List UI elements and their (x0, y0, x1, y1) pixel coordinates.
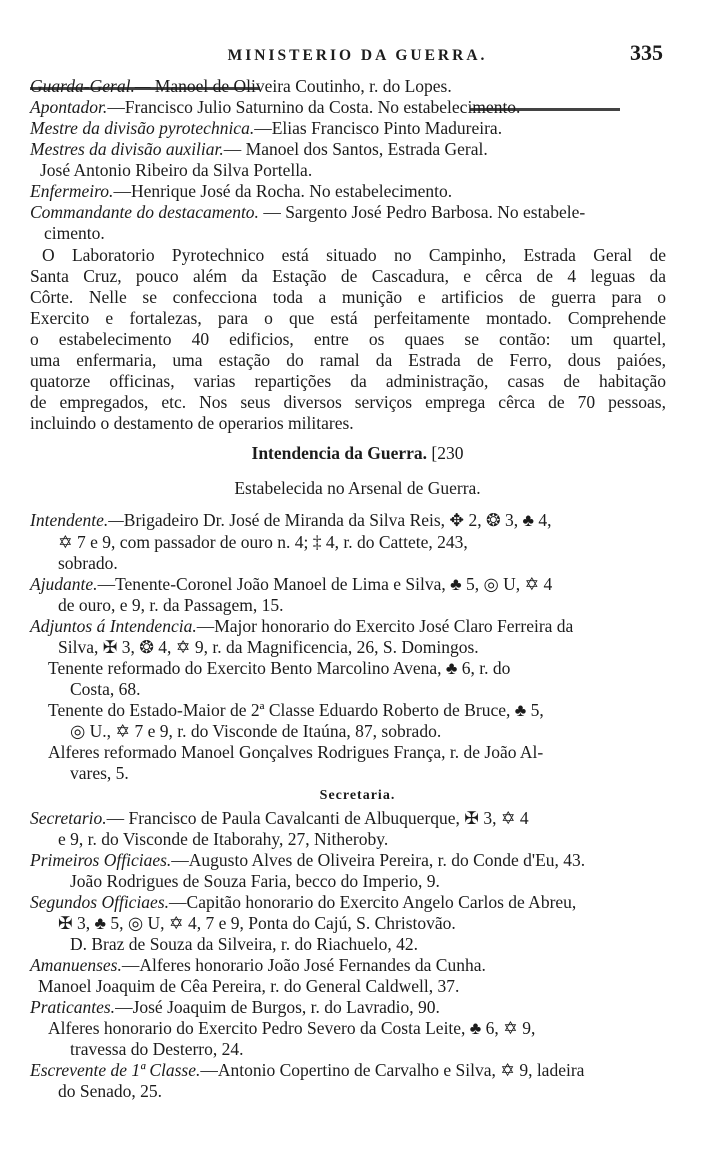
staff-line: cimento. (44, 223, 105, 243)
paragraph-line: uma enfermaria, uma estação do ramal da Estrada de Ferro, dous paióes, (30, 350, 666, 370)
secretaria-line: D. Braz de Souza da Silveira, r. do Riachuelo, 42. (70, 934, 418, 954)
entry-line: Silva, ✠ 3, ❂ 4, ✡ 9, r. da Magnificencia, 26, S. Domingos. (58, 637, 479, 657)
paragraph-line: incluindo o destamento de operarios militares. (30, 413, 354, 433)
entry-line: vares, 5. (70, 763, 129, 783)
paragraph-line: O Laboratorio Pyrotechnico está situado no Campinho, Estrada Geral de (42, 245, 666, 265)
page-header (0, 40, 715, 74)
secretaria-line: Alferes honorario do Exercito Pedro Severo da Costa Leite, ♣ 6, ✡ 9, (48, 1018, 536, 1038)
entry-line: Tenente do Estado-Maior de 2ª Classe Eduardo Roberto de Bruce, ♣ 5, (48, 700, 544, 720)
secretaria-line: e 9, r. do Visconde de Itaborahy, 27, Nitheroby. (58, 829, 389, 849)
paragraph-line: Exercito e fortalezas, para o que está perfeitamente montado. Comprehende (30, 308, 666, 328)
staff-line: Guarda-Geral.— Manoel de Oliveira Coutinho, r. do Lopes. (30, 76, 452, 96)
secretaria-line: João Rodrigues de Souza Faria, becco do Imperio, 9. (70, 871, 440, 891)
entry-line: ✡ 7 e 9, com passador de ouro n. 4; ‡ 4, r. do Cattete, 243, (58, 532, 468, 552)
entry-line: ◎ U., ✡ 7 e 9, r. do Visconde de Itaúna, 87, sobrado. (70, 721, 442, 741)
staff-line: Commandante do destacamento. — Sargento José Pedro Barbosa. No estabele- (30, 202, 586, 222)
paragraph-line: Côrte. Nelle se confecciona toda a munição e artificios de guerra para o (30, 287, 666, 307)
entry-line: de ouro, e 9, r. da Passagem, 15. (58, 595, 284, 615)
entry-line: Adjuntos á Intendencia.—Major honorario do Exercito José Claro Ferreira da (30, 616, 574, 636)
paragraph-line: o estabelecimento 40 edificios, entre os quaes se contão: um quartel, (30, 329, 666, 349)
secretaria-line: Secretario.— Francisco de Paula Cavalcanti de Albuquerque, ✠ 3, ✡ 4 (30, 808, 529, 828)
page-title: MINISTERIO DA GUERRA. (227, 47, 488, 64)
secretaria-line: Segundos Officiaes.—Capitão honorario do Exercito Angelo Carlos de Abreu, (30, 892, 577, 912)
paragraph-line: Santa Cruz, pouco além da Estação de Cascadura, e cêrca de 4 leguas da (30, 266, 666, 286)
section-heading: Intendencia da Guerra. [230 (251, 443, 464, 463)
entry-line: Tenente reformado do Exercito Bento Marcolino Avena, ♣ 6, r. do (48, 658, 511, 678)
secretaria-line: Praticantes.—José Joaquim de Burgos, r. do Lavradio, 90. (30, 997, 440, 1017)
paragraph-line: de empregados, etc. Nos seus diversos serviços emprega cêrca de 70 pessoas, (30, 392, 666, 412)
staff-line: Enfermeiro.—Henrique José da Rocha. No estabelecimento. (30, 181, 453, 201)
entry-line: sobrado. (58, 553, 118, 573)
subsection-heading: Secretaria. (319, 788, 396, 803)
staff-line: José Antonio Ribeiro da Silva Portella. (40, 160, 313, 180)
secretaria-line: Amanuenses.—Alferes honorario João José Fernandes da Cunha. (30, 955, 486, 975)
page-number: 335 (630, 40, 663, 65)
entry-line: Intendente.—Brigadeiro Dr. José de Miranda da Silva Reis, ✥ 2, ❂ 3, ♣ 4, (30, 510, 552, 530)
secretaria-line: do Senado, 25. (58, 1081, 163, 1101)
paragraph-line: quatorze officinas, varias repartições da administração, casas de habitação (30, 371, 666, 391)
secretaria-line: Primeiros Officiaes.—Augusto Alves de Oliveira Pereira, r. do Conde d'Eu, 43. (30, 850, 586, 870)
staff-line: Mestre da divisão pyrotechnica.—Elias Francisco Pinto Madureira. (30, 118, 503, 138)
entry-line: Ajudante.—Tenente-Coronel João Manoel de Lima e Silva, ♣ 5, ◎ U, ✡ 4 (30, 574, 553, 594)
entry-line: Costa, 68. (70, 679, 141, 699)
secretaria-line: Escrevente de 1ª Classe.—Antonio Copertino de Carvalho e Silva, ✡ 9, ladeira (30, 1060, 585, 1080)
secretaria-line: Manoel Joaquim de Cêa Pereira, r. do General Caldwell, 37. (38, 976, 460, 996)
entry-line: Alferes reformado Manoel Gonçalves Rodrigues França, r. de João Al- (48, 742, 544, 762)
staff-line: Apontador.—Francisco Julio Saturnino da Costa. No estabelecimento. (30, 97, 521, 117)
secretaria-line: ✠ 3, ♣ 5, ◎ U, ✡ 4, 7 e 9, Ponta do Cajú, S. Christovão. (58, 913, 456, 933)
secretaria-line: travessa do Desterro, 24. (70, 1039, 244, 1059)
staff-line: Mestres da divisão auxiliar.— Manoel dos Santos, Estrada Geral. (30, 139, 488, 159)
section-subtitle: Estabelecida no Arsenal de Guerra. (234, 478, 481, 498)
